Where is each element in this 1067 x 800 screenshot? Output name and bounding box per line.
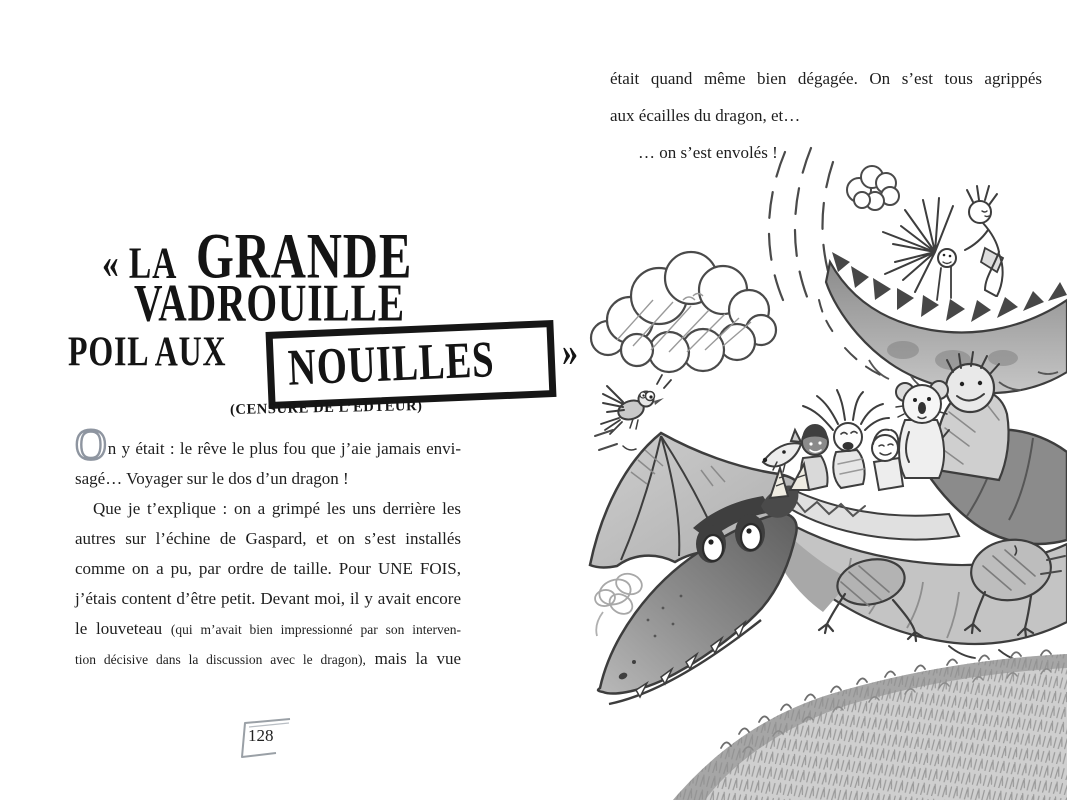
tail-rider-boy xyxy=(965,186,1003,296)
body-line xyxy=(75,644,461,674)
rider-koala xyxy=(896,381,948,478)
page-number: 128 xyxy=(248,726,274,745)
title-word-vadrouille: VADROUILLE xyxy=(134,274,405,333)
parenthetical-text: tion décisive dans la discussion avec le dragon), xyxy=(75,652,366,667)
body-line: comme on a pu, par ordre de taille. Pour UNE FOIS, xyxy=(75,559,461,578)
title-word-nouilles: NOUILLES xyxy=(286,330,496,396)
right-page xyxy=(533,0,1067,800)
drop-cap: O xyxy=(75,420,108,469)
title-word-grande: GRANDE xyxy=(195,219,412,293)
motion-arcs-icon xyxy=(769,148,833,302)
body-line-text: le louveteau xyxy=(75,619,171,638)
large-cloud-icon xyxy=(591,252,776,372)
body-line: autres sur l’échine de Gaspard, et on s’est installés xyxy=(75,529,461,548)
saddle-blanket xyxy=(785,486,959,540)
body-line-text: n y était : le rêve le plus fou que j’aie jamais envi- xyxy=(107,439,461,458)
title-line-3 xyxy=(68,326,582,403)
body-line xyxy=(75,420,461,469)
title-word-poil-aux: POIL AUX xyxy=(68,328,227,376)
body-line-text: mais la vue xyxy=(365,649,461,668)
tail-riders xyxy=(883,186,1003,300)
small-cloud-icon xyxy=(847,166,899,210)
body-line: était quand même bien dégagée. On s’est tous agrippés xyxy=(610,69,1042,88)
left-body-text xyxy=(75,420,461,674)
rider-kid xyxy=(872,430,903,490)
parenthetical-text: (qui m’avait bien impressionné par son interven- xyxy=(170,622,461,637)
rider-wolf-cub xyxy=(763,430,801,472)
grass-hill xyxy=(673,650,1067,800)
censor-stamp-box xyxy=(265,320,556,409)
right-body-text xyxy=(610,60,1042,171)
body-line: j’étais content d’être petit. Devant moi, il y avait encore xyxy=(75,589,461,608)
body-line xyxy=(75,614,461,644)
title-line-2 xyxy=(134,274,457,333)
page-number-block xyxy=(232,714,298,766)
dragon-tail xyxy=(826,252,1067,396)
body-line: sagé… Voyager sur le dos d’un dragon ! xyxy=(75,469,349,488)
spiky-creature xyxy=(883,198,956,300)
title-close-quote: » xyxy=(562,328,580,376)
body-line: Que je t’explique : on a grimpé les uns derrière les xyxy=(93,499,461,518)
title-subtitle: (CENSURE DE L’ÉDTEUR) xyxy=(229,397,423,419)
body-line: … on s’est envolés ! xyxy=(638,143,778,162)
body-line: aux écailles du dragon, et… xyxy=(610,106,801,125)
title-open-quote-la: « LA xyxy=(102,237,178,288)
